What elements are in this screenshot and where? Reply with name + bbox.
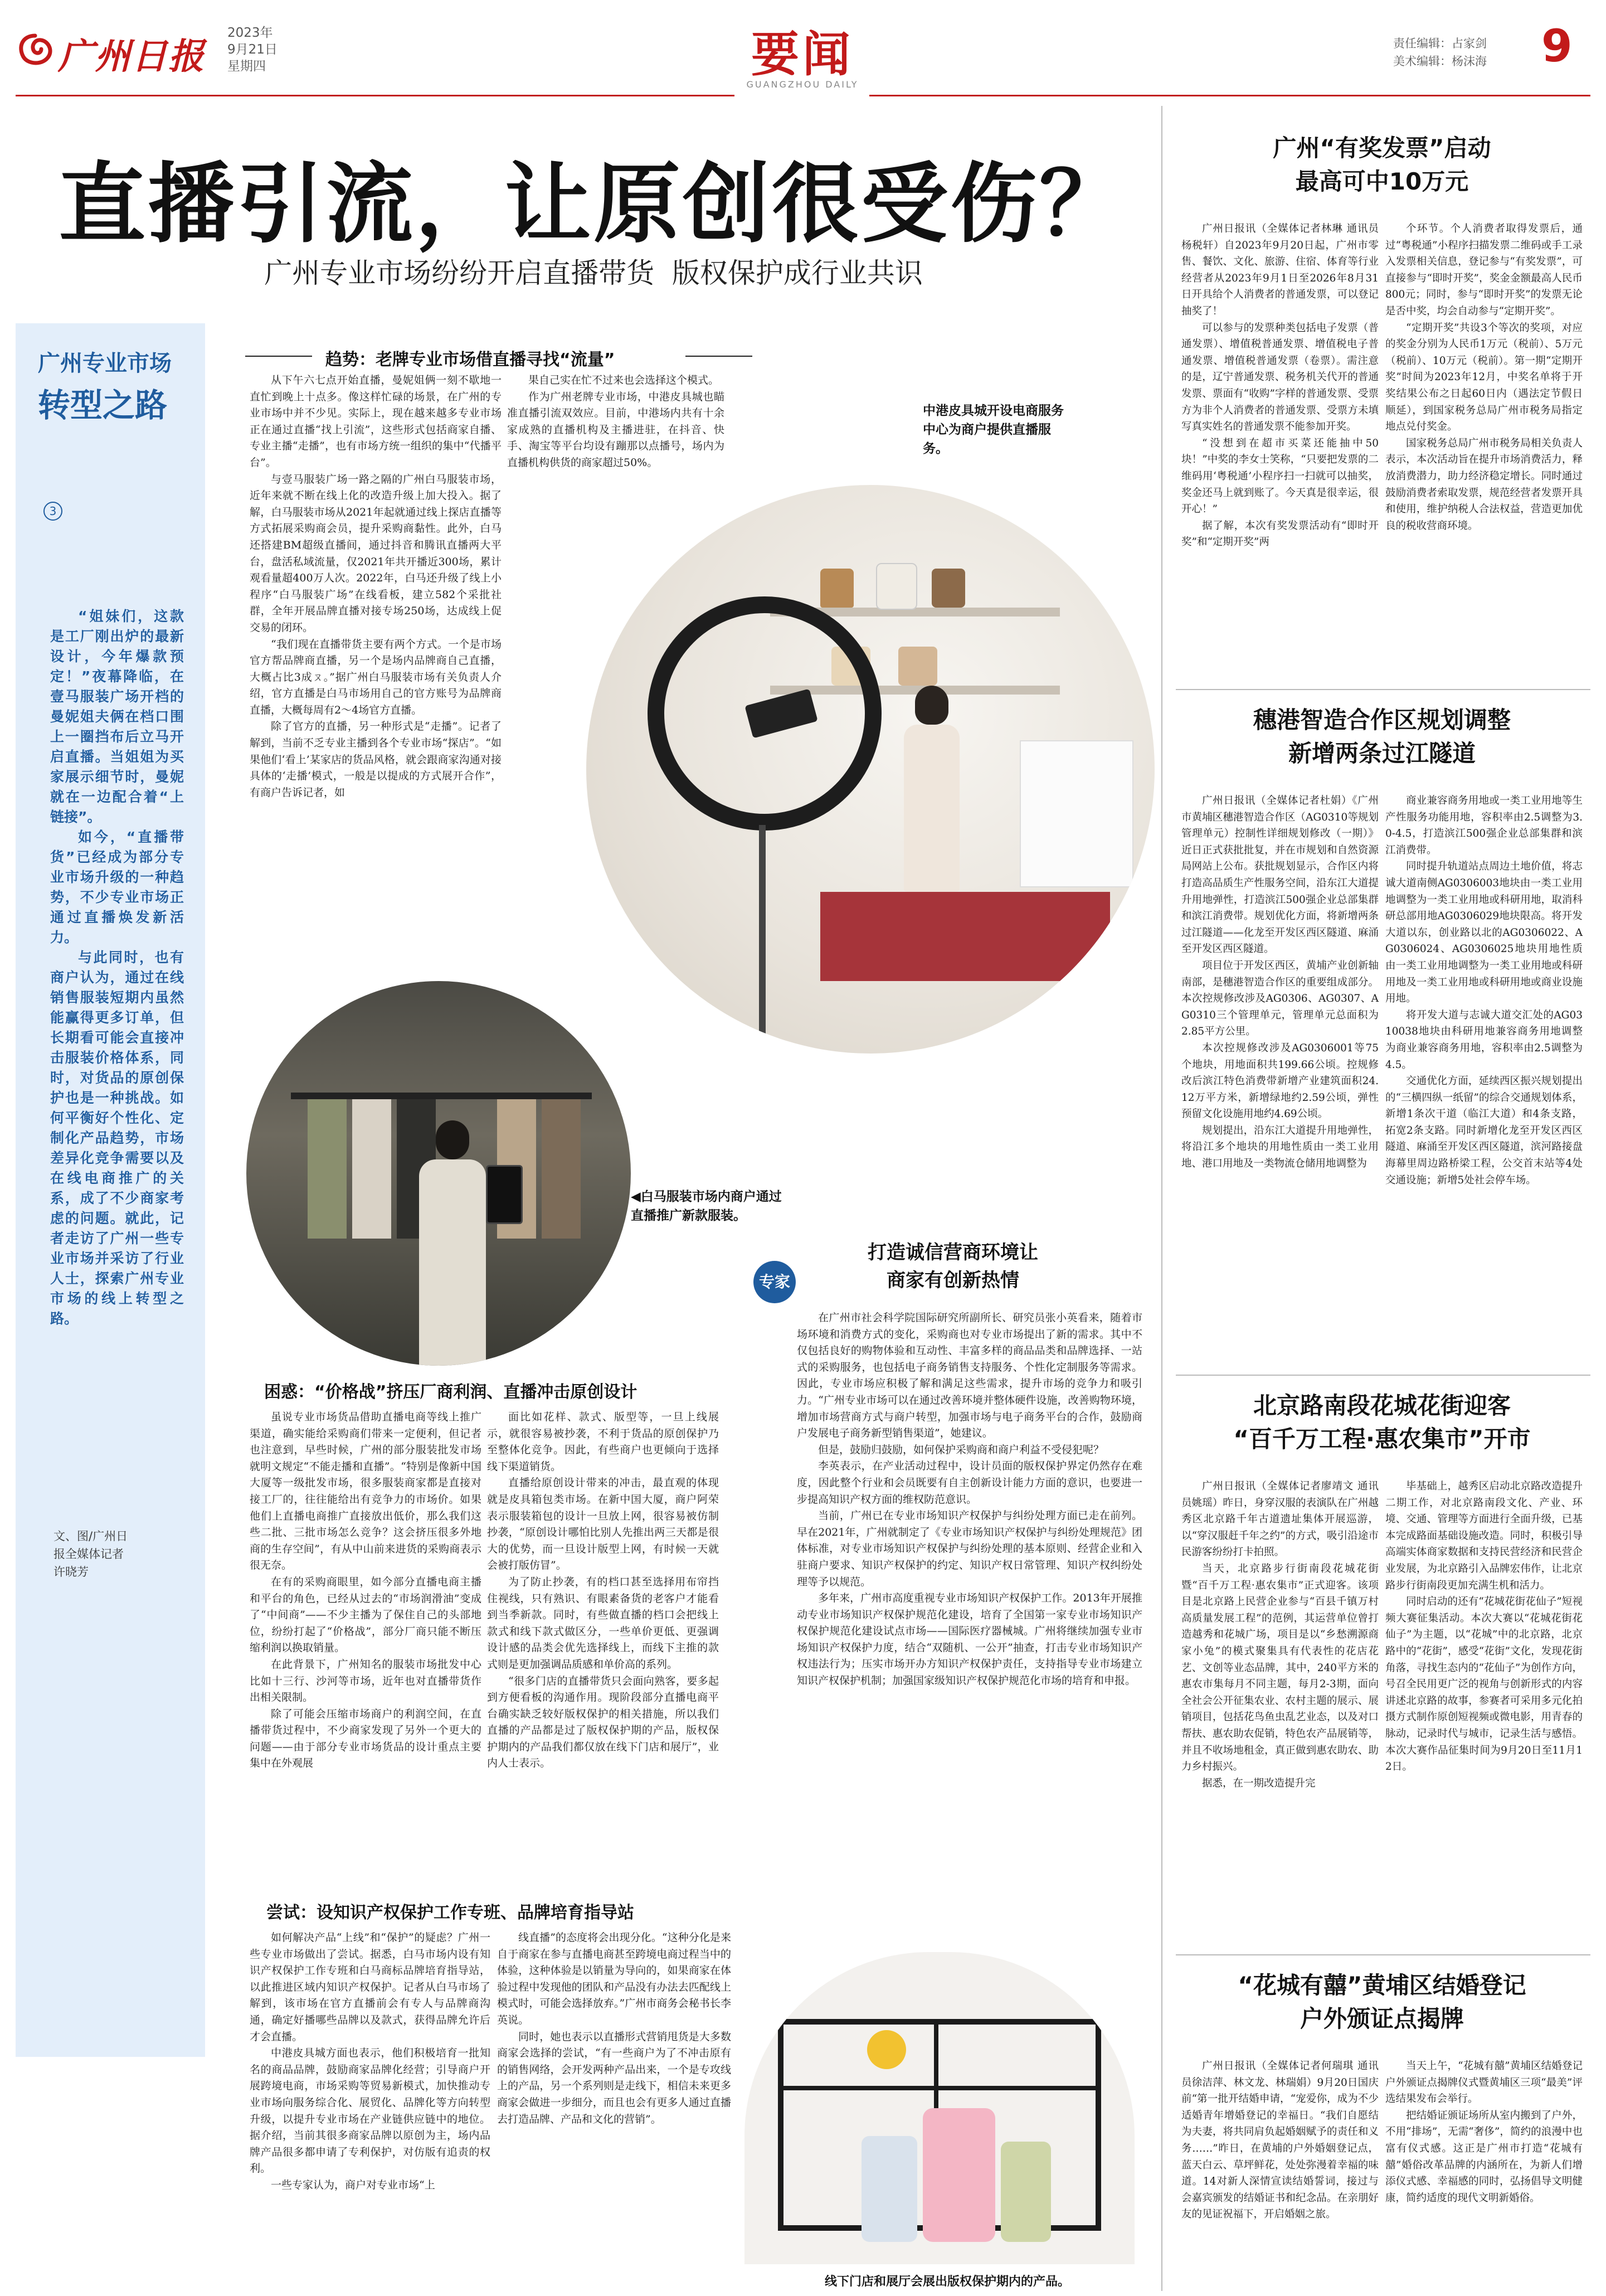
lead-headline: 直播引流，让原创很受伤？ — [59, 153, 1128, 255]
article4-column2 — [1385, 2058, 1583, 2206]
article-paragraph: 广州日报讯（全媒体记者何瑞琪 通讯员徐洁萍、林文龙、林瑞娟）9月20日国庆前“第一批开结婚申请，“宠爱你，成为不少适婚青年增婚登记的幸福日。“我们自愿结为夫妻，将共同肩负起婚姻赋予的责任和义务……”昨日，在黄埔的户外婚姻登记点，蓝天白云、草坪鲜花，处处弥漫着幸福的味道。14对新人深情宣读结婚誓词，接过与会嘉宾颁发的结婚证书和纪念品。在亲朋好友的见证祝福下，开启婚姻之旅。 — [1181, 2060, 1379, 2221]
article-paragraph: 作为广州老牌专业市场，中港皮具城也瞄准直播引流双效应。目前，中港场内共有十余家成熟的直播机构及主播进驻，在抖音、快手、淘宝等平台均设有蹦那以点播号，场内为直播机构供货的商家超过50%。 — [507, 390, 724, 469]
streamer-body — [419, 1159, 486, 1366]
article-paragraph: 线直播”的态度将会出现分化。“这种分化是来自于商家在参与直播电商甚至跨境电商过程当中的体验，这种体验是以销量为导向的，如果商家在体验过程中发现他的团队和产品没有办法去匹配线上模式时，可能会选择放弃。”广州市商务会秘书长李英说。 — [497, 1931, 731, 2026]
suitcase — [1001, 2142, 1051, 2242]
handbag-icon — [876, 563, 917, 610]
article-paragraph: 规划提出，沿东江大道提升用地弹性，将沿江多个地块的用地性质由一类工业用地、港口用地及一类物流仓储用地调整为 — [1181, 1124, 1379, 1170]
article-paragraph: “我们现在直播带货主要有两个方式。一个是市场官方帮品牌商直播，另一个是场内品牌商自己直播，大概占比3成ㄡ。”据广州白马服装市场有关负责人介绍，官方直播是白马市场用自己的官方账号为品牌商直播，大概每周有2～4场官方直播。 — [250, 638, 502, 716]
streamer-head — [436, 1120, 469, 1159]
series-title-line2: 转型之路 — [38, 386, 168, 424]
newspaper-logo-icon — [16, 32, 55, 68]
handbag-icon — [932, 569, 965, 608]
series-number: 3 — [49, 504, 57, 518]
article-paragraph: 如何解决产品“上线”和“保护”的疑虑？广州一些专业市场做出了尝试。据悉，白马市场内设有知识产权保护工作专班和白马商标品牌培育指导站，以此推进区域内知识产权保护。记者从白马市场了解到，该市场在官方直播前会有专人与品牌商沟通，确定好播哪些品牌以及款式，获得品牌允许后才会直播。 — [250, 1931, 490, 2043]
sidebar-intro — [50, 606, 184, 1329]
photo2-caption: ◀白马服装市场内商户通过直播推广新款服装。 — [631, 1190, 782, 1223]
article-divider — [1176, 1954, 1590, 1955]
garment — [352, 1099, 391, 1239]
series-number-badge — [43, 502, 62, 521]
series-sidebar — [16, 323, 205, 2057]
section-name-en: GUANGZHOU DAILY — [746, 79, 859, 90]
handbag-icon — [820, 569, 854, 608]
article-paragraph: 同时，她也表示以直播形式营销甩货是大多数商家会选择的尝试，“有一些商户为了不冲击原有的销售网络，会开发两种产品出来，一个是专攻线上的产品，另一个系列则是走线下，相信未来更多商家会做进一步细分，而且也会有更多人通过直播去打造品牌、产品和文化的营销”。 — [497, 2030, 731, 2125]
article-paragraph: 本次控规修改涉及AG0306001等75个地块，用地面积共199.66公顷。控规修改后滨江特色消费带新增产业建筑面积24.12万平方米，新增绿地约2.59公顷，弹性预留文化设施用地约4.69公顷。 — [1181, 1042, 1379, 1120]
article2-subtitle: 新增两条过江隧道 — [1288, 740, 1476, 767]
expert-column — [797, 1310, 1142, 1690]
section2-column1 — [250, 1409, 481, 1772]
byline: 文、图/广州日报全媒体记者许晓芳 — [53, 1530, 128, 1579]
streamer-person — [413, 1120, 491, 1366]
article-paragraph: “没想到在超市买菜还能抽中50块！”中奖的李女士笑称，“只要把发票的二维码用‘粤税通’小程序扫一扫就可以抽奖，奖金还马上就到账了。今天真是很幸运，很开心！” — [1181, 437, 1379, 516]
article-paragraph: 在有的采购商眼里，如今部分直播电商主播和平台的角色，已经从过去的“市场润滑油”变成了“中间商”——不少主播为了保住自己的头部地位，纷纷打起了“价格战”，部分厂商只能不断压缩利润以换取销量。 — [250, 1575, 481, 1654]
masthead-rule — [16, 95, 734, 96]
clothing-rack — [291, 1093, 592, 1099]
article-paragraph: 广州日报讯（全媒体记者廖靖文 通讯员姚瑶）昨日，身穿汉服的表演队在广州越秀区北京路千年古道遗址集体开展巡游，以“穿汉服赶千年之约”的方式，吸引沿途市民游客纷纷打卡拍照。 — [1181, 1480, 1379, 1559]
article3-column1 — [1181, 1478, 1379, 1792]
section2-column2 — [487, 1409, 719, 1772]
section3-column1 — [250, 1930, 490, 2194]
masthead — [0, 0, 1606, 90]
showroom-photo — [744, 1952, 1135, 2264]
article4-subtitle: 户外颁证点揭牌 — [1300, 2005, 1464, 2032]
editor-name: 责任编辑：占家剑 — [1393, 37, 1487, 50]
livestream-studio-photo — [586, 485, 1155, 1054]
article1-title: 广州“有奖发票”启动 — [1273, 134, 1491, 162]
article-paragraph: 同时启动的还有“花城花街花仙子”短视频大赛征集活动。本次大赛以“花城花街花仙子”为主题，以“花城”中的北京路，北京路中的“花街”，感受“花街”文化，发现花街角落，寻找生态内的“花仙子”为创作方向，号召全民用更广泛的视角与创新形式的内容讲述北京路的故事，参赛者可采用多元化拍摄方式制作原创短视频或微电影，用青春的脉动，记录时代与城市，记录生活与感悟。本次大赛作品征集时间为9月20日至11月12日。 — [1385, 1596, 1583, 1773]
article4-heading — [1170, 1969, 1594, 2036]
article4-title: “花城有囍”黄埔区结婚登记 — [1238, 1972, 1526, 1999]
date-weekday: 星期四 — [227, 59, 266, 74]
article-paragraph: 面比如花样、款式、版型等，一旦上线展示，就很容易被抄袭，不利于货品的原创保护乃至整体化竞争。因此，有些商户也更倾向于选择线下渠道销货。 — [487, 1411, 719, 1473]
page-number: 9 — [1541, 20, 1573, 72]
article-paragraph: 在广州市社会科学院国际研究所副所长、研究员张小英看来，随着市场环境和消费方式的变化，采购商也对专业市场提出了新的需求。其中不仅包括良好的购物体验和互动性、丰富多样的商品品类和品牌选择、一站式的采购服务，也包括电子商务销售支持服务、个性化定制服务等需求。因此，专业市场应积极了解和满足这些需求，提升市场的竞争力和吸引力。“广州专业市场可以在通过改善环境并整体硬件设施，改善购物环境，增加市场营商方式与商户转型，加强市场与电子商务平台的合作，鼓励商户发展电子商务新型销售渠道”，她建议。 — [797, 1312, 1142, 1440]
section1-rule — [245, 356, 312, 357]
ring-light-stand — [759, 825, 766, 1054]
section1-column2 — [507, 372, 724, 472]
article1-heading — [1170, 132, 1594, 198]
article-paragraph: 广州日报讯（全媒体记者林琳 通讯员杨税轩）自2023年9月20日起，广州市零售、餐饮、文化、旅游、住宿、体育等行业经营者从2023年9月1日至2026年8月31日开具给个人消费者的普通发票，可以登记抽奖了！ — [1181, 223, 1379, 317]
article-paragraph: 把结婚证颁证场所从室内搬到了户外，不用“排场”，无需“奢侈”，简约的浪漫中也富有仪式感。这正是广州市打造“花城有囍”婚俗改革品牌的内涵所在，为新人们增添仪式感、幸福感的同时，弘扬倡导文明健康，简约适度的现代文明新婚俗。 — [1385, 2109, 1583, 2204]
newspaper-name: 广州日报 — [58, 36, 205, 77]
article-paragraph: 当前，广州已在专业市场知识产权保护与纠纷处理方面已走在前列。早在2021年，广州就制定了《专业市场知识产权保护与纠纷处理规范》团体标准，对专业市场知识产权保护与纠纷处理的基本原则、经营企业和入驻商户要求、知识产权保护的约定、知识产权日常管理、知识产权纠纷处理等予以规范。 — [797, 1509, 1142, 1588]
flower-pot — [867, 2030, 906, 2069]
article-paragraph: 中港皮具城方面也表示，他们积极培育一批知名的商品品牌，鼓励商家品牌化经营；引导商户开展跨境电商，市场采购等贸易新模式，加快推动专业市场向服务综合化、展贸化、品牌化等方向转型升级，以提升专业市场在产业链供应链中的地位。据介绍，当前其很多商家品牌以原创为主，场内品牌产品很多都申请了专利保护，对仿版有追责的权利。 — [250, 2047, 490, 2175]
article-paragraph: 李英表示，在产业活动过程中，设计员面的版权保护界定仍然存在难度，因此整个行业和会员既要有自主创新设计能力方面的意识，也要进一步提高知识产权方面的维权防范意识。 — [797, 1460, 1142, 1506]
section1-column1 — [250, 372, 502, 801]
article-paragraph: 多年来，广州市高度重视专业市场知识产权保护工作。2013年开展推动专业市场知识产权保护规范化建设，培育了全国第一家专业市场知识产权保护规范化建设试点市场——国际医疗器械城。广州将继续加强专业市场知识产权保护力度，结合“双随机、一公开”抽查，打击专业市场知识产权违法行为；压实市场开办方知识产权保护责任，支持指导专业市场建立知识产权保护机制；加强国家级知识产权保护规范化市场的培育和申报。 — [797, 1592, 1142, 1687]
display-shelf — [778, 2086, 1101, 2090]
article2-heading — [1170, 703, 1594, 770]
article1-column1 — [1181, 221, 1379, 551]
article-divider — [1176, 1375, 1590, 1376]
presenter-head — [915, 686, 948, 725]
article3-title: 北京路南段花城花街迎客 — [1253, 1392, 1511, 1419]
sidebar-para: 如今，“直播带货”已经成为部分专业市场升级的一种趋势，不少专业市场正通过直播焕发新活力。 — [50, 829, 184, 945]
article-paragraph: 当天，北京路步行街南段花城花街暨“百千万工程·惠农集市”正式迎客。该项目是北京路上民营企业参与“百县千镇万村高质量发展工程”的范例，其运营单位曾打造越秀和花城广场，项目是以“乡愁溯源商家小兔”的模式聚集具有代表性的花店花艺、文创等业态品牌，其中，240平方米的惠农市集每月不同主题，每月2-3期，面向全社会公开征集农业、农村主题的展示、展销项目，包括花鸟鱼虫乱艺业态，以及对口帮扶、惠农助农促销，特色农产品展销等，并且不收场地租金，真正做到惠农助农、助力乡村振兴。 — [1181, 1562, 1379, 1773]
article-paragraph: 国家税务总局广州市税务局相关负责人表示，本次活动旨在提升市场消费活力，释放消费潜力，助力经济稳定增长。同时通过鼓励消费者索取发票，规范经营者发票开具和使用，维护纳税人合法权益，营造更加优良的税收营商环境。 — [1385, 437, 1583, 532]
article-paragraph: 广州日报讯（全媒体记者杜娟）《广州市黄埔区穗港智造合作区（AG0310等规划管理单元）控制性详细规划修改（一期）》近日正式获批批复，并在市规划和自然资源局网站上公布。获批规划显示，合作区内将打造高品质生产性服务空间，沿东江大道提升用地弹性，打造滨江500强企业总部集群和滨江消费带。规划优化方面，将新增两条过江隧道——化龙至开发区西区隧道、麻涌至开发区西区隧道。 — [1181, 795, 1379, 955]
article4-column1 — [1181, 2058, 1379, 2223]
date-block — [227, 25, 278, 75]
suitcase — [923, 2108, 995, 2242]
photo3-caption: 线下门店和展厅会展出版权保护期内的产品。 — [824, 2275, 1070, 2289]
article-divider — [1176, 689, 1590, 690]
sidebar-para: “姐妹们，这款是工厂刚出炉的最新设计，今年爆款预定！”夜幕降临，在壹马服装广场开档的曼妮姐夫俩在档口围上一圈挡布后立马开启直播。当姐姐为买家展示细节时，曼妮就在一边配合着“上链接”。 — [50, 608, 184, 825]
expert-heading — [797, 1239, 1109, 1294]
article-paragraph: “定期开奖”共设3个等次的奖项，对应的奖金分别为人民币1万元（税前）、5万元（税前）、10万元（税前）。第一期“定期开奖”时间为2023年12月，中奖名单将于开奖结果公布之日起60日内（遇法定节假日顺延），到国家税务总局广州市税务局指定地点兑付奖金。 — [1385, 322, 1583, 433]
article-paragraph: 项目位于开发区西区，黄埔产业创新轴南部，是穗港智造合作区的重要组成部分。本次控规修改涉及AG0306、AG0307、AG0310三个管理单元，管理单元总面积为2.85平方公里。 — [1181, 959, 1379, 1038]
section-name: 要闻 — [751, 27, 854, 82]
article-paragraph: 交通优化方面，延续西区振兴规划提出的“三横四纵一纸留”的综合交通规划体系，新增1条次干道（临江大道）和4条支路，拓宽2条支路。同时新增化龙至开发区西区隧道、麻涌至开发区西区隧道，滨河路接盘海幕里周边路桥梁工程，公交首末站等4处交通设施；新增5处社会停车场。 — [1385, 1075, 1583, 1186]
phone-screen — [486, 1165, 523, 1224]
article3-subtitle: “百千万工程·惠农集市”开市 — [1233, 1425, 1531, 1453]
article1-subtitle: 最高可中10万元 — [1295, 168, 1469, 195]
article-paragraph: 为了防止抄袭，有的档口甚至选择用布帘挡住视线，只有熟识、有眼素备货的老客户才能看到当季新款。同时，有些做直播的档口会把线上款式和线下款式做区分，一些单价更低、更强调设计感的品类会优先选择线上，而线下主推的款式则是更加强调品质感和单价高的系列。 — [487, 1575, 719, 1671]
article-paragraph: 个环节。个人消费者取得发票后，通过“粤税通”小程序扫描发票二维码或手工录入发票相关信息，登记参与“有奖发票”，可直接参与“即时开奖”，奖金金额最高人民币800元；同时，参与“即时开奖”的发票无论是否中奖，均会自动参与“定期开奖”。 — [1385, 223, 1583, 317]
article3-heading — [1170, 1389, 1594, 1456]
article-paragraph: “很多门店的直播带货只会面向熟客，要多起到方便看板的沟通作用。现阶段部分直播电商平台确实缺乏较好版权保护的相关措施，所以我们直播的产品都是过了版权保护期的产品，版权保护期内的产品我们都仅放在线下门店和展厅”，业内人士表示。 — [487, 1674, 719, 1770]
section3-heading: 尝试：设知识产权保护工作专班、品牌培育指导站 — [266, 1903, 634, 1923]
presenter — [898, 686, 965, 897]
handbag-icon — [898, 647, 937, 686]
section1-rule — [685, 356, 752, 357]
article-paragraph: 除了可能会压缩市场商户的利润空间，在直播带货过程中，不少商家发现了另外一个更大的问题——由于部分专业市场货品的设计重点主要集中在外观展 — [250, 1707, 481, 1770]
section2-heading: 困惑：“价格战”挤压厂商利润、直播冲击原创设计 — [264, 1382, 637, 1402]
sidebar-para: 与此同时，也有商户认为，通过在线销售服装短期内虽然能赢得更多订单，但长期看可能会直接冲击服装价格体系，同时，对货品的原创保护也是一种挑战。如何平衡好个性化、定制化产品趋势，市场差异化竞争需要以及在线电商推广的关系，成了不少商家考虑的问题。就此，记者走访了广州一些专业市场并采访了行业人士，探索广州专业市场的线上转型之路。 — [50, 949, 184, 1327]
article-paragraph: 从下午六七点开始直播，曼妮姐俩一刻不歇地一直忙到晚上十点多。像这样忙碌的场景，在广州的专业市场中并不少见。实际上，现在越来越多专业市场正在通过直播“找上引流”，这些形式包括商家自播、专业主播“走播”，也有市场方统一组织的集中“代播平台”。 — [250, 374, 502, 469]
suitcase — [862, 2136, 917, 2242]
editor-credits — [1393, 35, 1487, 70]
article1-column2 — [1385, 221, 1583, 534]
article-paragraph: 直播给原创设计带来的冲击，最直观的体现就是皮具箱包类市场。在新中国大厦，商户阿荣表示服装箱包的设计一旦放上网，很容易被仿制抄袭，“原创设计哪怕比别人先推出两三天都是很大的优势，而一旦设计版型上网，有时候一天就会被打版仿冒”。 — [487, 1477, 719, 1572]
date-day: 9月21日 — [227, 42, 278, 57]
article-paragraph: 与壹马服装广场一路之隔的广州白马服装市场，近年来就不断在线上化的改造升级上加大投入。据了解，白马服装市场从2021年起就通过线上探店直播等方式拓展采购商会员，提升采购商黏性。此外，白马还搭建BM超级直播间，通过抖音和腾讯直播两大平台，盘活私域流量，仅2021年共开播近300场，累计观看量超400万人次。2022年，白马还升级了线上小程序“白马服装广场”在线看板，建立582个采批社群，全年开展品牌直播对接专场250场，达成线上促交易的闭环。 — [250, 473, 502, 634]
article-paragraph: 可以参与的发票种类包括电子发票（普通发票）、增值税普通发票、增值税电子普通发票、增值税普通发票（卷票）。需注意的是，辽宁普通发票、税务机关代开的普通发票、票面有“收购”字样的普通发票、受票方为非个人消费者的普通发票、受票方未填写真实姓名的普通发票不能参加开奖。 — [1181, 322, 1379, 433]
article-paragraph: 除了官方的直播，另一种形式是“走播”。记者了解到，当前不乏专业主播到各个专业市场“探店”。“如果他们‘看上’某家店的货品风格，就会跟商家沟通对接具体的‘走播’模式，一般是以提成的方式展开合作”，有商户告诉记者，如 — [250, 720, 502, 799]
article2-column1 — [1181, 793, 1379, 1172]
section1-heading: 趋势：老牌专业市场借直播寻找“流量” — [325, 350, 615, 370]
softbox-light — [1021, 741, 1132, 886]
date-year: 2023年 — [227, 26, 273, 40]
garment — [542, 1099, 581, 1239]
photo1-caption: 中港皮具城开设电商服务中心为商户提供直播服务。 — [923, 404, 1064, 456]
article-paragraph: 当天上午，“花城有囍”黄埔区结婚登记户外颁证点揭牌仪式暨黄埔区三项“最美”评选结果发布会举行。 — [1385, 2060, 1583, 2105]
masthead-rule-right — [869, 95, 1590, 96]
presenter-body — [904, 725, 960, 892]
garment — [308, 1099, 347, 1239]
column-divider — [1161, 106, 1162, 2291]
expert-badge — [753, 1261, 796, 1303]
lead-subhead: 广州专业市场纷纷开启直播带货 版权保护成行业共识 — [264, 257, 923, 289]
article-paragraph: 据了解，本次有奖发票活动有“即时开奖”和“定期开奖”两 — [1181, 520, 1379, 548]
article2-column2 — [1385, 793, 1583, 1188]
article-paragraph: 毕基础上，越秀区启动北京路改造提升二期工作，对北京路南段文化、产业、环境、交通、管理等方面进行全面升级，已基本完成路面基础设施改造。同时，积极引导高端实体商家数据和支持民营经济和民营企业发展，为北京路引入品牌宏伟作，让北京路步行街南段更加充满生机和活力。 — [1385, 1480, 1583, 1591]
article-paragraph: 商业兼容商务用地或一类工业用地等生产性服务功能用地，容积率由2.5调整为3.0-4.5，打造滨江500强企业总部集群和滨江消费带。 — [1385, 795, 1583, 856]
section3-column2 — [497, 1930, 731, 2128]
article-paragraph: 同时提升轨道站点周边土地价值，将志诚大道南侧AG0306003地块由一类工业用地调整为一类工业用地或科研用地，取消科研总部用地AG0306029地块限高。将开发大道以东，创业路以北的AG0306022、AG0306024、AG0306025地块用地性质由一类工业用地调整为一类工业用地或科研用地及一类工业用地或科研用地或商业设施用地。 — [1385, 861, 1583, 1005]
article2-title: 穗港智造合作区规划调整 — [1253, 706, 1511, 734]
article-paragraph: 虽说专业市场货品借助直播电商等线上推广渠道，确实能给采购商们带来一定便利，但记者也注意到，早些时候，广州的部分服装批发市场就明文规定“不能走播和直播”。“特别是像新中国大厦等一级批发市场，很多服装商家都是直接对接工厂的，往往能给出有竞争力的市场价。如果他们上直播电商推广直接放出低价，那么我们这些二批、三批市场怎么竞争？这会挤压很多外地商的生存空间”，有从中山前来进货的采购商表示很无奈。 — [250, 1411, 481, 1572]
art-editor-name: 美术编辑：杨沫海 — [1393, 55, 1487, 68]
article-paragraph: 在此背景下，广州知名的服装市场批发中心比如十三行、沙河等市场，近年也对直播带货作出相关限制。 — [250, 1658, 481, 1704]
expert-badge-label: 专家 — [758, 1273, 790, 1291]
article-paragraph: 将开发大道与志诚大道交汇处的AG0310038地块由科研用地兼容商务用地调整为商业兼容商务用地，容积率由2.5调整为4.5。 — [1385, 1009, 1583, 1071]
clothing-market-photo — [246, 981, 631, 1366]
series-title-line1: 广州专业市场 — [38, 351, 172, 376]
article-paragraph: 一些专家认为，商户对专业市场“上 — [271, 2178, 435, 2191]
display-table — [820, 892, 1110, 981]
article-paragraph: 据悉，在一期改造提升完 — [1202, 1777, 1316, 1789]
article-paragraph: 但是，鼓励归鼓励，如何保护采购商和商户利益不受侵犯呢？ — [818, 1443, 1104, 1456]
article-paragraph: 果自己实在忙不过来也会选择这个模式。 — [528, 374, 719, 386]
article3-column2 — [1385, 1478, 1583, 1775]
expert-title: 打造诚信营商环境让商家有创新热情 — [868, 1241, 1038, 1292]
